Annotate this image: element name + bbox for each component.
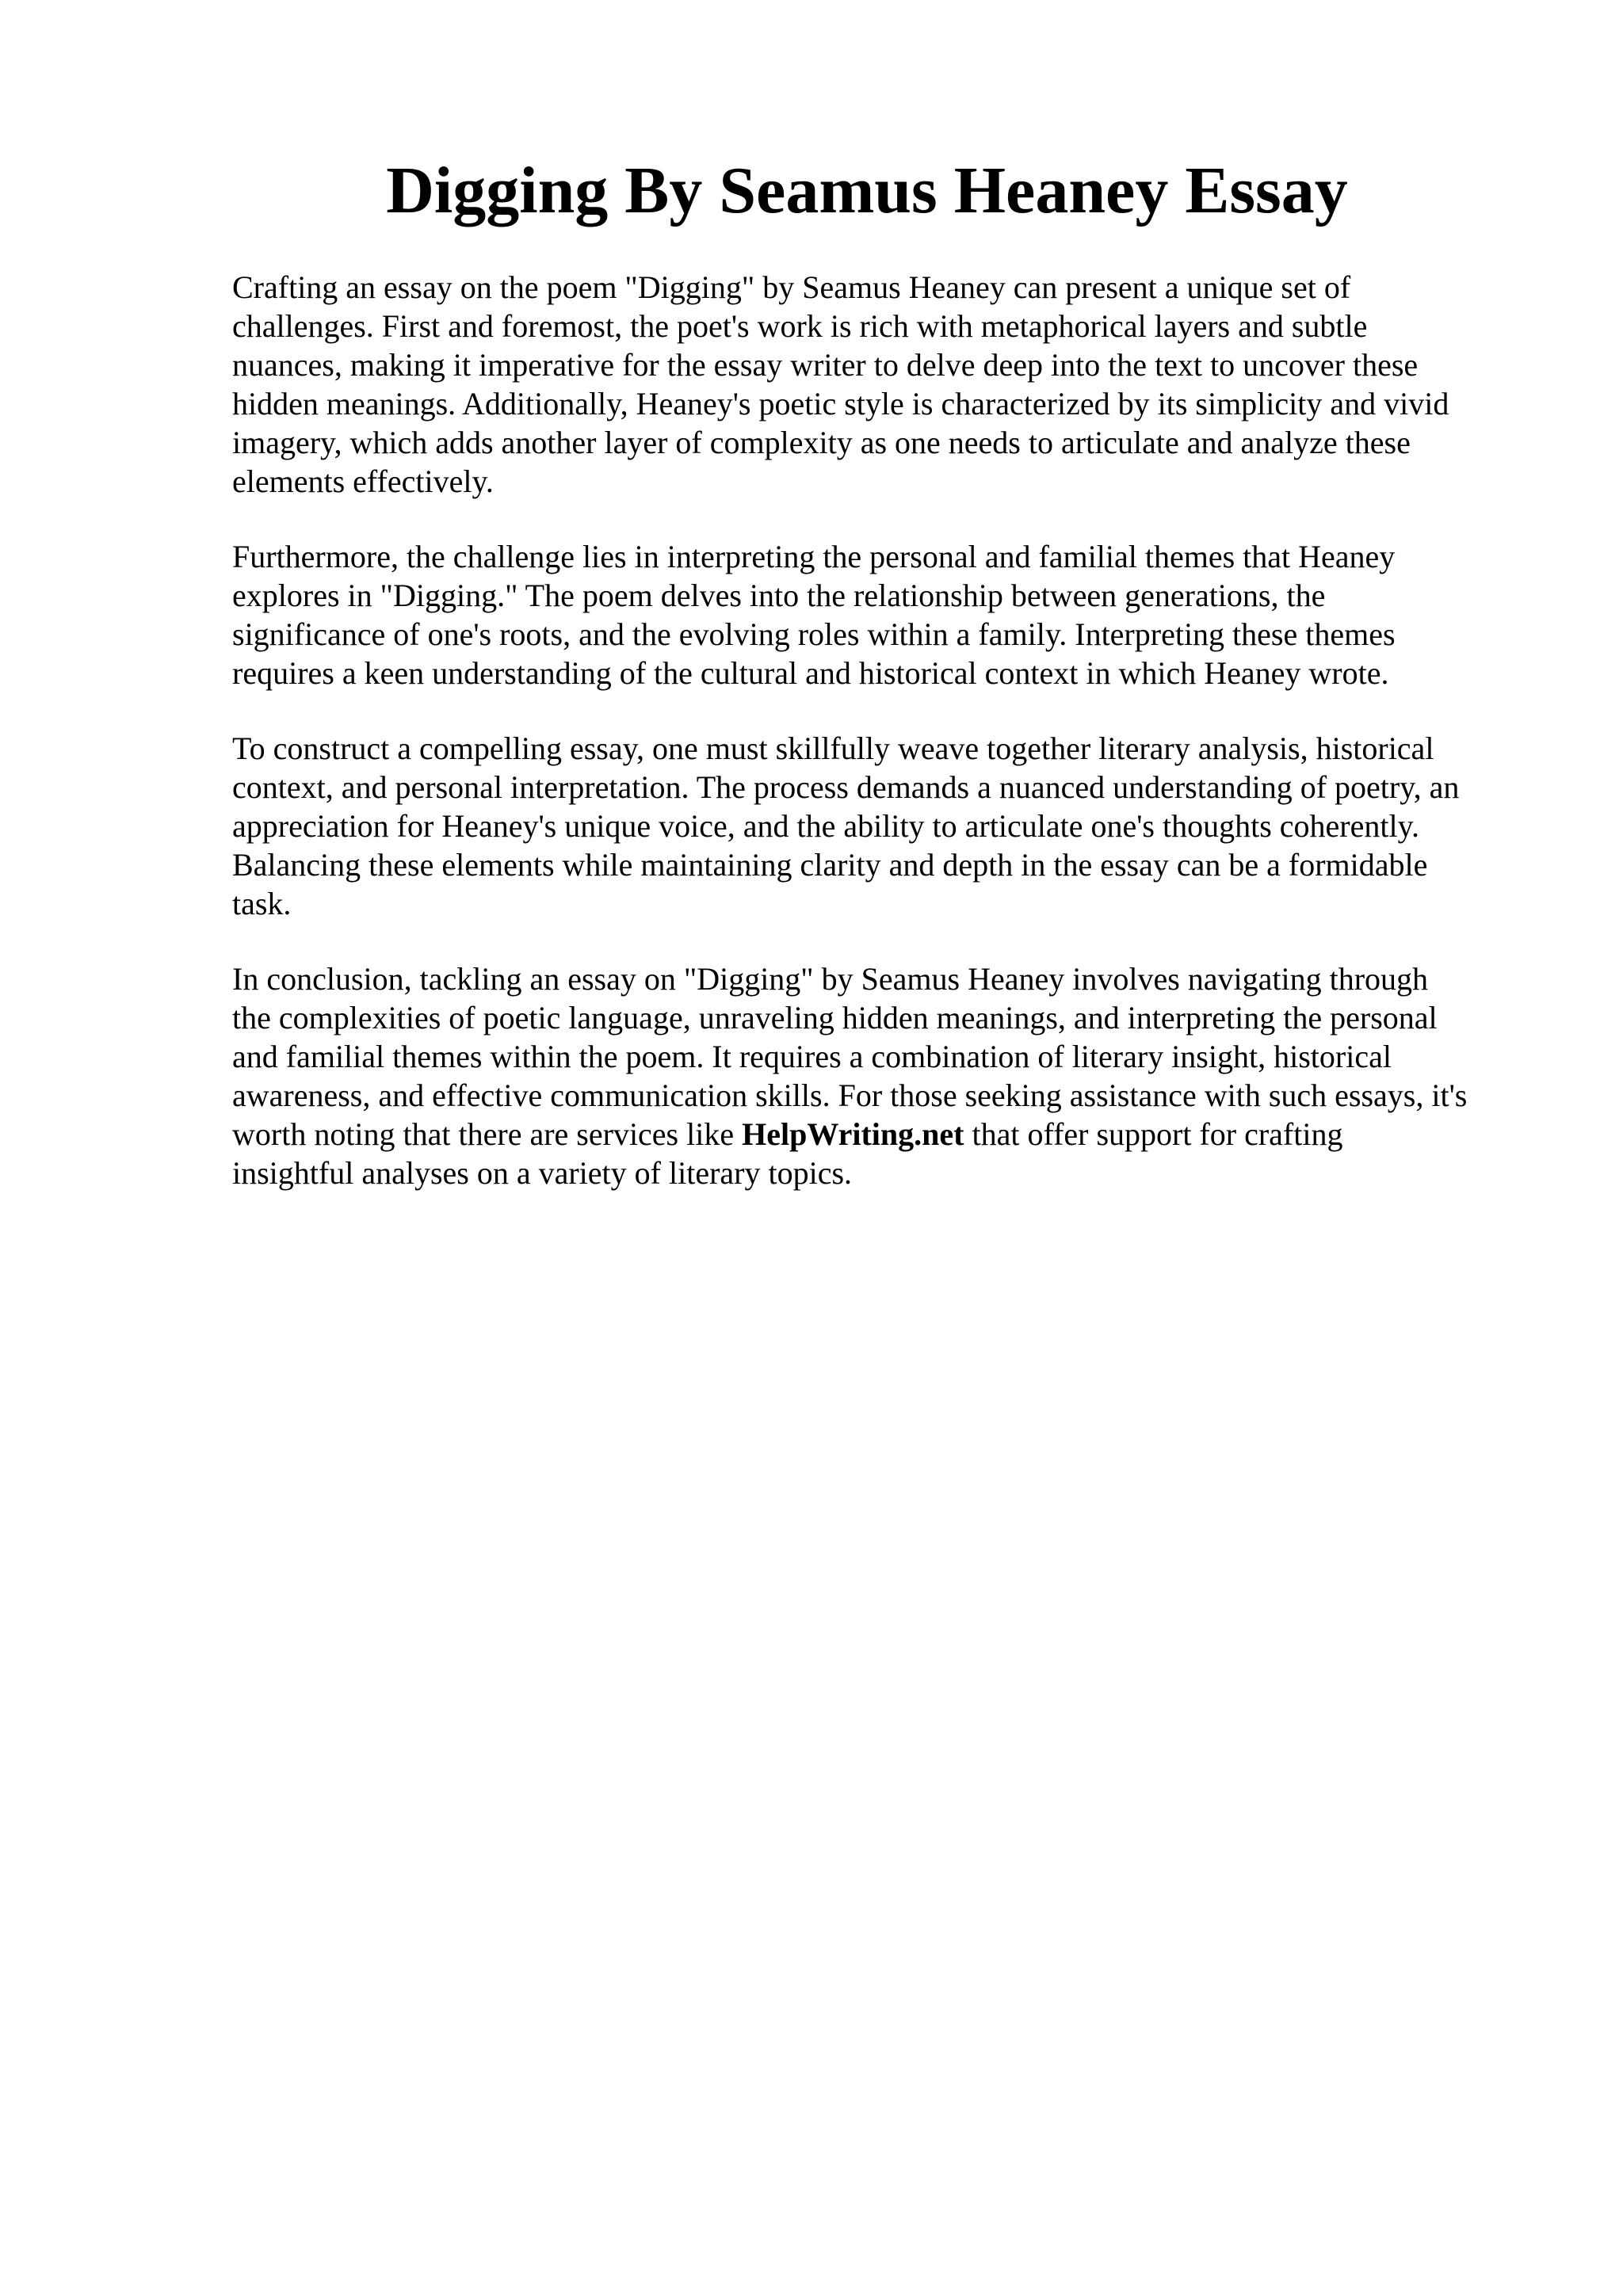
text-line: context, and personal interpretation. The process demands a nuanced understanding of poetry, an — [232, 769, 1460, 805]
page-title: Digging By Seamus Heaney Essay — [386, 154, 1348, 227]
text-line: and familial themes within the poem. It requires a combination of literary insight, historical — [232, 1039, 1392, 1074]
text-line: In conclusion, tackling an essay on "Digging" by Seamus Heaney involves navigating through — [232, 961, 1429, 997]
paragraph-3 — [232, 729, 1524, 923]
text-line: elements effectively. — [232, 463, 494, 499]
text-line: hidden meanings. Additionally, Heaney's poetic style is characterized by its simplicity and vivid — [232, 386, 1449, 421]
link-line-after: that offer support for crafting — [964, 1116, 1343, 1152]
text-line-with-link — [232, 1115, 1524, 1154]
text-line: Furthermore, the challenge lies in interpreting the personal and familial themes that Heaney — [232, 539, 1396, 574]
text-line: Balancing these elements while maintaining clarity and depth in the essay can be a formidable — [232, 847, 1428, 883]
text-line: Crafting an essay on the poem "Digging" by Seamus Heaney can present a unique set of — [232, 269, 1351, 305]
text-line: task. — [232, 886, 292, 921]
paragraph-2 — [232, 537, 1524, 692]
text-line: nuances, making it imperative for the essay writer to delve deep into the text to uncover these — [232, 347, 1419, 383]
text-line: the complexities of poetic language, unraveling hidden meanings, and interpreting the personal — [232, 1000, 1438, 1035]
text-line: To construct a compelling essay, one must skillfully weave together literary analysis, historical — [232, 730, 1434, 766]
text-line: imagery, which adds another layer of complexity as one needs to articulate and analyze these — [232, 425, 1411, 460]
text-line: appreciation for Heaney's unique voice, and the ability to articulate one's thoughts coherently. — [232, 808, 1419, 844]
helpwriting-link[interactable]: HelpWriting.net — [742, 1116, 964, 1152]
paragraph-4 — [232, 959, 1524, 1192]
text-line: challenges. First and foremost, the poet's work is rich with metaphorical layers and subtle — [232, 308, 1368, 344]
paragraph-1 — [232, 268, 1524, 501]
essay-body — [232, 268, 1524, 1229]
link-line-before: worth noting that there are services like — [232, 1116, 743, 1152]
text-line: explores in "Digging." The poem delves into the relationship between generations, the — [232, 578, 1326, 613]
text-line: insightful analyses on a variety of literary topics. — [232, 1155, 853, 1191]
text-line: awareness, and effective communication skills. For those seeking assistance with such essays, it's — [232, 1077, 1468, 1113]
text-line: requires a keen understanding of the cultural and historical context in which Heaney wrote. — [232, 655, 1389, 691]
text-line: significance of one's roots, and the evolving roles within a family. Interpreting these themes — [232, 616, 1396, 652]
